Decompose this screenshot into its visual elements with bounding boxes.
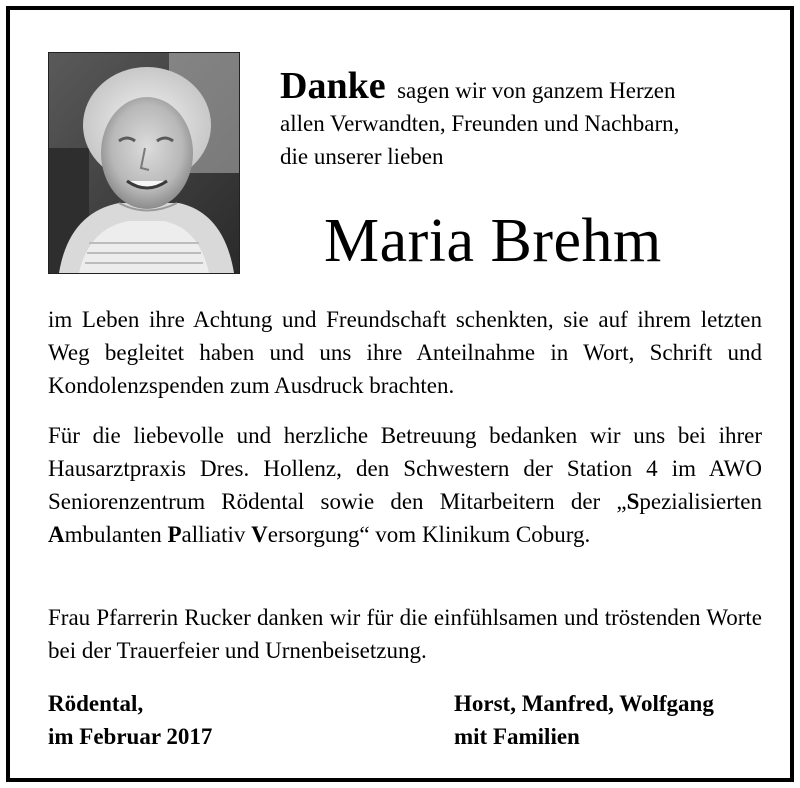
signature-family: [454, 687, 714, 753]
sapv-word-2: mbulanten: [64, 522, 168, 547]
sapv-initial-p: P: [167, 522, 182, 547]
signature-date: im Februar 2017: [48, 724, 213, 749]
sapv-initial-a: A: [48, 522, 65, 547]
paragraph-thanks-support: im Leben ihre Achtung und Freundschaft schenkten, sie auf ihrem letzten Weg begleitet haben und uns ihre Anteilnahme in Wort, Schrift und Kondolenzspenden zum Ausdruck brachten.: [48, 307, 762, 398]
signature-family-line: mit Familien: [454, 724, 580, 749]
intro-text: [280, 65, 762, 173]
paragraph-care-end: “ vom Klinikum Coburg.: [359, 522, 591, 547]
deceased-name: Maria Brehm: [324, 207, 662, 275]
danke-heading: Danke: [280, 65, 386, 107]
portrait-photo: [48, 52, 240, 274]
sapv-word-1: pezialisierten: [639, 489, 762, 514]
sapv-word-3: alliativ: [181, 522, 252, 547]
sapv-word-4: ersorgung: [267, 522, 360, 547]
paragraph-care-start: Für die liebevolle und herzliche Betreuung bedanken wir uns bei ihrer Hausarztpraxis Dres. Hollenz, den Schwestern der Station 4 im AWO Seniorenzentrum Rödental sowie den Mitarbeitern der „: [48, 423, 762, 514]
intro-line-2: allen Verwandten, Freunden und Nachbarn,: [280, 111, 680, 136]
notice-frame: [6, 6, 794, 782]
signature-place-date: [48, 687, 212, 753]
paragraph-thanks-care: [48, 419, 762, 551]
intro-line-3: die unserer lieben: [280, 144, 444, 169]
signature-place: Rödental,: [48, 691, 144, 716]
signature-names: Horst, Manfred, Wolfgang: [454, 691, 714, 716]
sapv-initial-s: S: [626, 489, 640, 514]
paragraph-thanks-pastor: Frau Pfarrerin Rucker danken wir für die einfühlsamen und tröstenden Worte bei der Trauerfeier und Urnenbeisetzung.: [48, 605, 762, 663]
intro-line-1: [280, 65, 762, 107]
intro-line-1-rest: sagen wir von ganzem Herzen: [397, 78, 676, 103]
sapv-initial-v: V: [251, 522, 268, 547]
